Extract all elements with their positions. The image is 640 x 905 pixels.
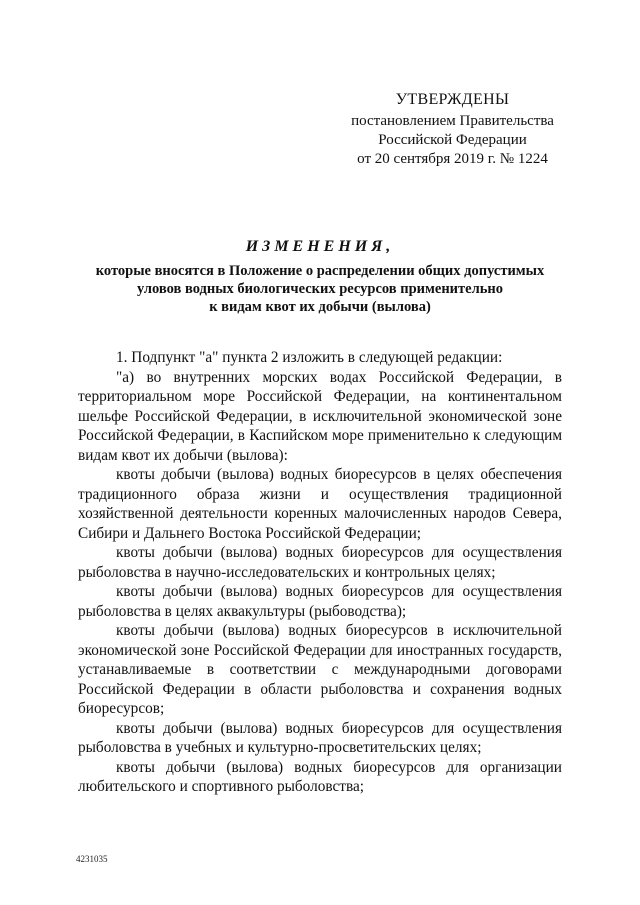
paragraph-1: 1. Подпункт "а" пункта 2 изложить в следующей редакции: <box>116 349 503 366</box>
paragraph-8: квоты добычи (вылова) водных биоресурсов для организации любительского и спортивного рыболовства; <box>78 758 562 795</box>
paragraph-3: квоты добычи (вылова) водных биоресурсов в целях обеспечения традиционного образа жизни и осуществления традиционной хозяйственной деятельности коренных малочисленных народов Севера, Сибири и Дальнего Востока Российской Федерации; <box>78 466 562 542</box>
approval-block <box>345 90 560 169</box>
approval-heading: УТВЕРЖДЕНЫ <box>395 91 510 108</box>
document-code: 4231035 <box>76 854 108 864</box>
approval-line-2: Российской Федерации <box>378 132 527 148</box>
subtitle-line-1: которые вносятся в Положение о распределении общих допустимых <box>95 263 545 279</box>
subtitle-line-2: уловов водных биологических ресурсов применительно <box>136 281 503 297</box>
paragraph-4: квоты добычи (вылова) водных биоресурсов для осуществления рыболовства в научно-исследовательских и контрольных целях; <box>78 544 562 581</box>
paragraph-6: квоты добычи (вылова) водных биоресурсов в исключительной экономической зоне Российской Федерации для иностранных государств, устанавливаемые в соответствии с международными договорами Российской Федерации в области рыболовства и сохранения водных биоресурсов; <box>78 622 562 717</box>
approval-line-1: постановлением Правительства <box>351 113 554 129</box>
paragraph-7: квоты добычи (вылова) водных биоресурсов для осуществления рыболовства в учебных и культурно-просветительских целях; <box>78 719 562 756</box>
approval-line-3: от 20 сентября 2019 г. № 1224 <box>357 151 548 167</box>
document-body <box>78 348 562 797</box>
document-subtitle <box>60 262 580 316</box>
subtitle-line-3: к видам квот их добычи (вылова) <box>209 299 431 315</box>
paragraph-2: "а) во внутренних морских водах Российской Федерации, в территориальном море Российской Федерации, на континентальном шельфе Российской Федерации, в исключительной экономической зоне Российской Федерации, в Каспийском море применительно к следующим видам квот их добычи (вылова): <box>78 368 562 464</box>
paragraph-5: квоты добычи (вылова) водных биоресурсов для осуществления рыболовства в целях аквакультуры (рыбоводства); <box>78 583 562 620</box>
document-title: ИЗМЕНЕНИЯ, <box>245 238 395 255</box>
